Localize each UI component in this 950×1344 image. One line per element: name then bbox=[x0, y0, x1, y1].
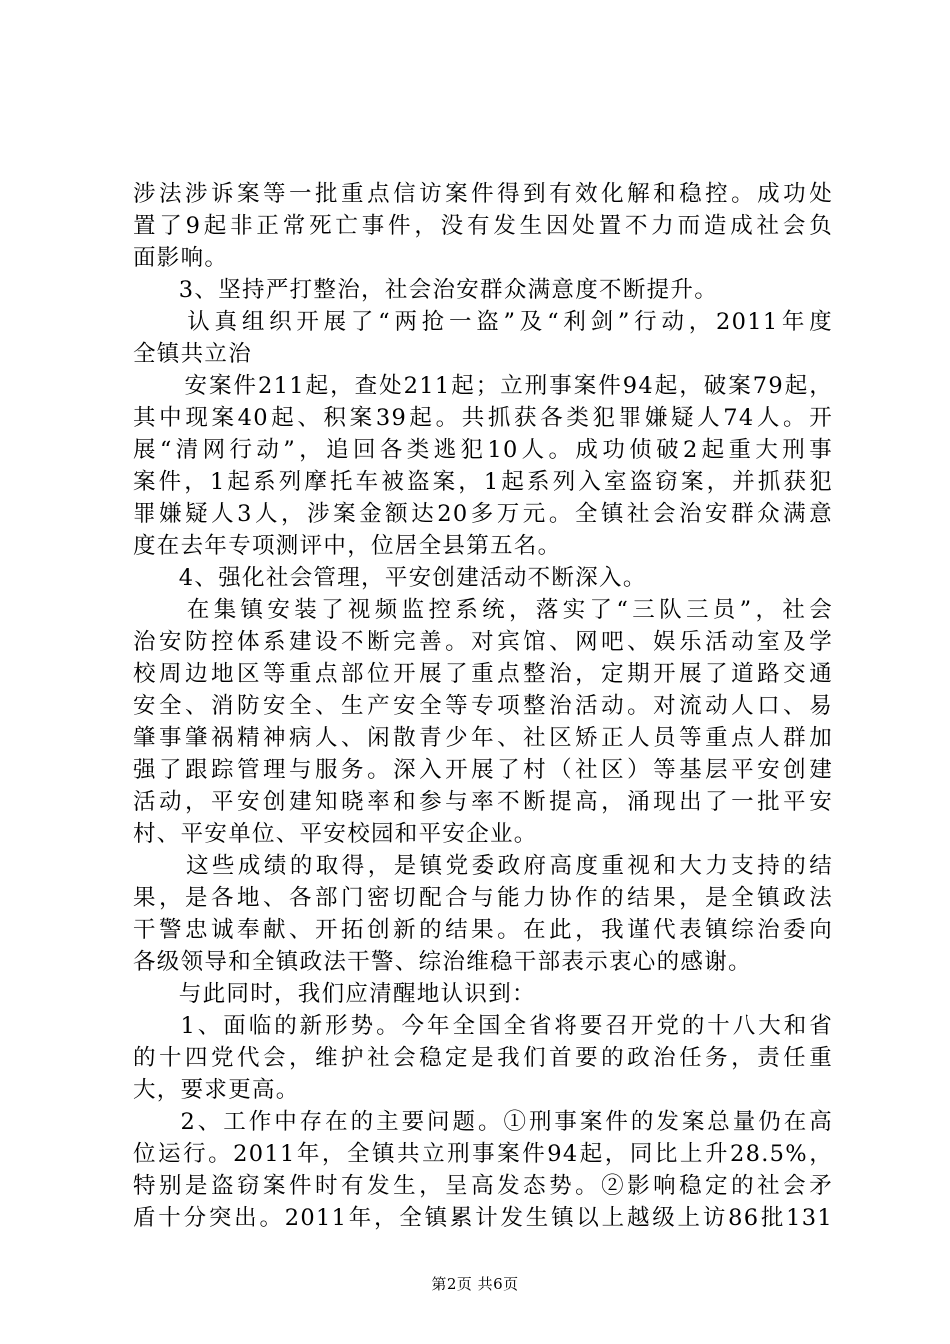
body-text-line: 位运行。2011年，全镇共立刑事案件94起，同比上升28.5%， bbox=[133, 1141, 833, 1167]
body-text-line: 强了跟踪管理与服务。深入开展了村（社区）等基层平安创建 bbox=[133, 757, 833, 783]
body-text-line: 这些成绩的取得，是镇党委政府高度重视和大力支持的结 bbox=[160, 853, 833, 879]
body-text-line: 涉法涉诉案等一批重点信访案件得到有效化解和稳控。成功处 bbox=[133, 181, 833, 207]
section-heading: 3、坚持严打整治，社会治安群众满意度不断提升。 bbox=[155, 277, 719, 303]
body-text-line: 展“清网行动”，追回各类逃犯10人。成功侦破2起重大刑事 bbox=[133, 437, 833, 463]
body-text-line: 校周边地区等重点部位开展了重点整治，定期开展了道路交通 bbox=[133, 661, 833, 687]
body-text-line: 安全、消防安全、生产安全等专项整治活动。对流动人口、易 bbox=[133, 693, 833, 719]
body-text-line: 与此同时，我们应清醒地认识到： bbox=[155, 981, 536, 1007]
body-text-line: 特别是盗窃案件时有发生，呈高发态势。②影响稳定的社会矛 bbox=[133, 1173, 833, 1199]
body-text-line: 村、平安单位、平安校园和平安企业。 bbox=[133, 821, 538, 847]
body-text-line: 面影响。 bbox=[133, 245, 229, 271]
body-text-line: 安案件211起，查处211起；立刑事案件94起，破案79起， bbox=[160, 373, 833, 399]
body-text-line: 肇事肇祸精神病人、闲散青少年、社区矫正人员等重点人群加 bbox=[133, 725, 833, 751]
body-text-line: 在集镇安装了视频监控系统，落实了“三队三员”，社会 bbox=[160, 597, 833, 623]
body-text-line: 全镇共立治 bbox=[133, 341, 253, 367]
body-text-line: 案件，1起系列摩托车被盗案，1起系列入室盗窃案，并抓获犯 bbox=[133, 469, 833, 495]
body-text-line: 干警忠诚奉献、开拓创新的结果。在此，我谨代表镇综治委向 bbox=[133, 917, 833, 943]
body-text-line: 各级领导和全镇政法干警、综治维稳干部表示衷心的感谢。 bbox=[133, 949, 752, 975]
body-text-line: 盾十分突出。2011年，全镇累计发生镇以上越级上访86批131 bbox=[133, 1205, 833, 1231]
body-text-line: 罪嫌疑人3人，涉案金额达20多万元。全镇社会治安群众满意 bbox=[133, 501, 833, 527]
body-text-line: 大，要求更高。 bbox=[133, 1077, 300, 1103]
body-text-line: 治安防控体系建设不断完善。对宾馆、网吧、娱乐活动室及学 bbox=[133, 629, 833, 655]
body-text-line: 度在去年专项测评中，位居全县第五名。 bbox=[133, 533, 562, 559]
body-text-line: 1、面临的新形势。今年全国全省将要召开党的十八大和省 bbox=[155, 1013, 833, 1039]
body-text-line: 其中现案40起、积案39起。共抓获各类犯罪嫌疑人74人。开 bbox=[133, 405, 833, 431]
body-text-line: 果，是各地、各部门密切配合与能力协作的结果，是全镇政法 bbox=[133, 885, 833, 911]
body-text-line: 置了9起非正常死亡事件，没有发生因处置不力而造成社会负 bbox=[133, 213, 833, 239]
body-text-line: 的十四党代会，维护社会稳定是我们首要的政治任务，责任重 bbox=[133, 1045, 833, 1071]
section-heading: 4、强化社会管理，平安创建活动不断深入。 bbox=[155, 565, 647, 591]
body-text-line: 2、工作中存在的主要问题。①刑事案件的发案总量仍在高 bbox=[155, 1109, 833, 1135]
body-text-line: 认真组织开展了“两抢一盗”及“利剑”行动，2011年度 bbox=[160, 309, 833, 335]
body-text-line: 活动，平安创建知晓率和参与率不断提高，涌现出了一批平安 bbox=[133, 789, 833, 815]
page-footer: 第2页 共6页 bbox=[431, 1275, 519, 1293]
